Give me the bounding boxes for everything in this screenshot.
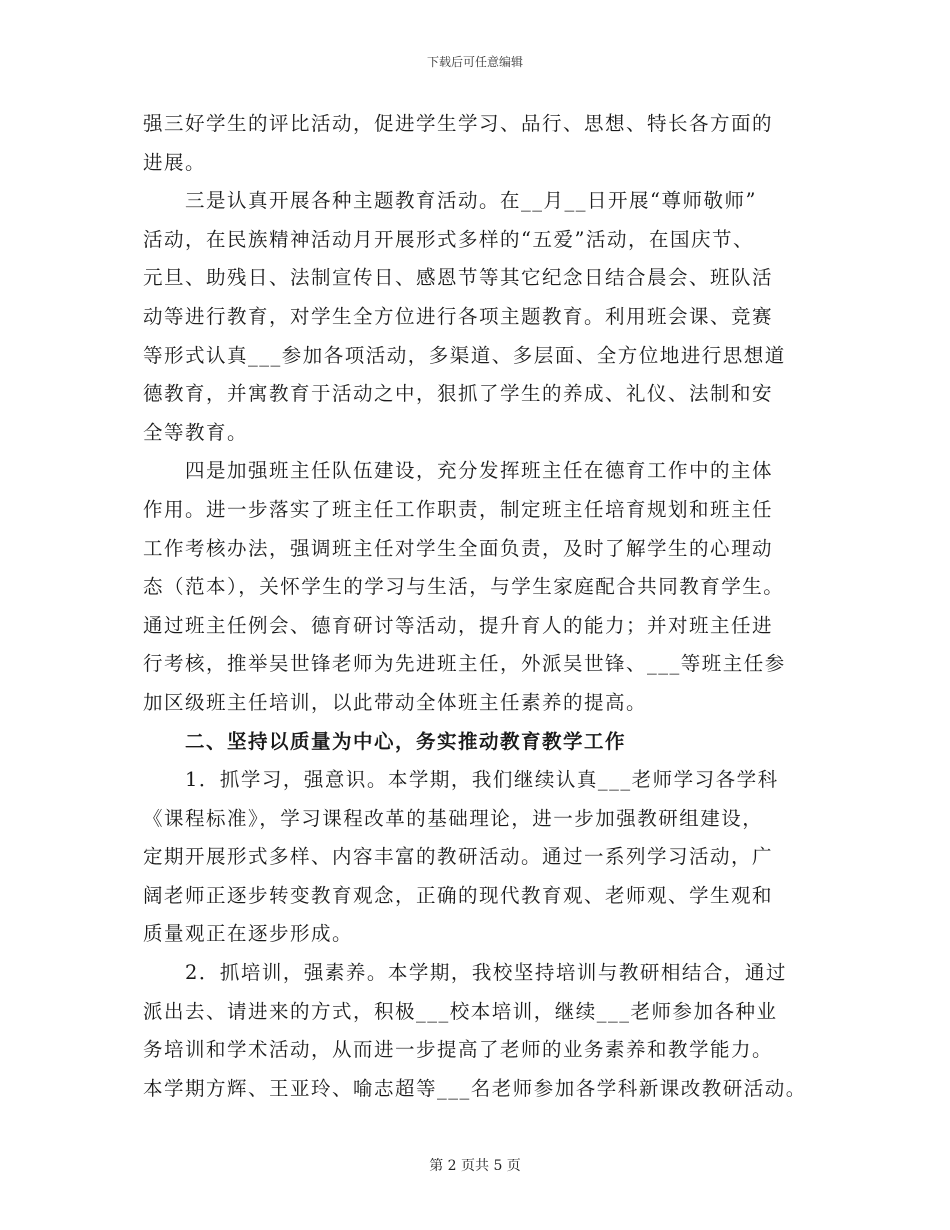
text-line: 定期开展形式多样、内容丰富的教研活动。通过一系列学习活动，广 xyxy=(143,845,774,869)
text-line: 三是认真开展各种主题教育活动。在__月__日开展“尊师敬师” xyxy=(185,189,757,213)
text-line: 进展。 xyxy=(143,150,207,174)
section-heading: 二、坚持以质量为中心，务实推动教育教学工作 xyxy=(185,729,627,753)
page-footer: 第 2 页共 5 页 xyxy=(429,1158,521,1174)
text-line: 四是加强班主任队伍建设，充分发挥班主任在德育工作中的主体 xyxy=(185,459,774,483)
text-line: 元旦、助残日、法制宣传日、感恩节等其它纪念日结合晨会、班队活 xyxy=(143,266,774,290)
document-body xyxy=(143,105,823,1108)
text-line: 全等教育。 xyxy=(143,420,249,444)
text-line: 加区级班主任培训，以此带动全体班主任素养的提高。 xyxy=(143,690,648,714)
text-line: 作用。进一步落实了班主任工作职责，制定班主任培育规划和班主任 xyxy=(143,497,774,521)
text-line: 动等进行教育，对学生全方位进行各项主题教育。利用班会课、竞赛 xyxy=(143,304,774,328)
text-line: 阔老师正逐步转变教育观念，正确的现代教育观、老师观、学生观和 xyxy=(143,883,774,907)
text-line: 质量观正在逐步形成。 xyxy=(143,922,354,946)
text-line: 工作考核办法，强调班主任对学生全面负责，及时了解学生的心理动 xyxy=(143,536,774,560)
text-line: 2．抓培训，强素养。本学期，我校坚持培训与教研相结合，通过 xyxy=(185,961,787,985)
text-line: 通过班主任例会、德育研讨等活动，提升育人的能力；并对班主任进 xyxy=(143,613,774,637)
text-line: 态（范本），关怀学生的学习与生活，与学生家庭配合共同教育学生。 xyxy=(143,575,785,599)
text-line: 本学期方辉、王亚玲、喻志超等___名老师参加各学科新课改教研活动。 xyxy=(143,1076,807,1100)
text-line: 行考核，推举吴世锋老师为先进班主任，外派吴世锋、___等班主任参 xyxy=(143,652,786,676)
page-header: 下载后可任意编辑 xyxy=(426,55,523,69)
text-line: 强三好学生的评比活动，促进学生学习、品行、思想、特长各方面的 xyxy=(143,112,774,135)
text-line: 《课程标准》，学习课程改革的基础理论，进一步加强教研组建设， xyxy=(143,806,764,830)
text-line: 等形式认真___参加各项活动，多渠道、多层面、全方位地进行思想道 xyxy=(143,343,786,367)
text-line: 德教育，并寓教育于活动之中，狠抓了学生的养成、礼仪、法制和安 xyxy=(143,382,774,406)
text-line: 务培训和学术活动，从而进一步提高了老师的业务素养和教学能力。 xyxy=(143,1038,774,1062)
text-line: 派出去、请进来的方式，积极___校本培训，继续___老师参加各种业 xyxy=(143,999,778,1023)
text-line: 1．抓学习，强意识。本学期，我们继续认真___老师学习各学科 xyxy=(185,768,779,792)
text-line: 活动，在民族精神活动月开展形式多样的“五爱”活动，在国庆节、 xyxy=(143,227,754,251)
